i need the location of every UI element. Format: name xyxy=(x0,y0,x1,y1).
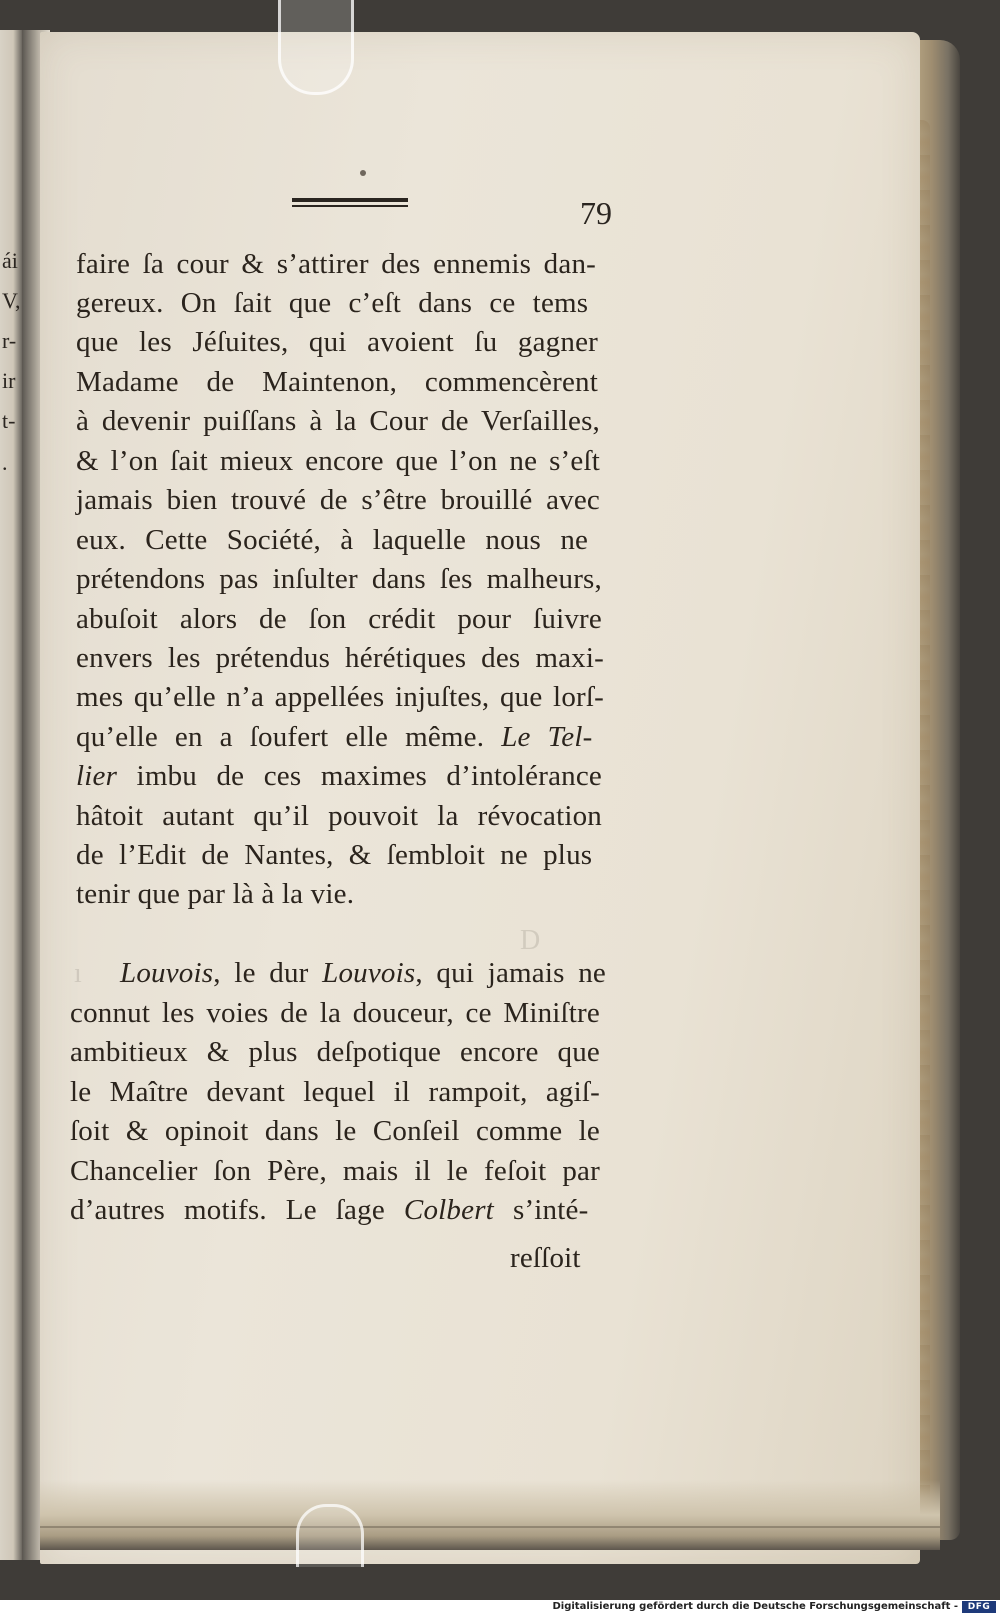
text-line xyxy=(76,563,602,596)
text-line xyxy=(76,366,598,399)
text-run: de l’Edit de Nantes, & ſembloit ne plus xyxy=(76,839,593,871)
facing-page-fragment: V, xyxy=(2,288,21,313)
text-run: tenir que par là à la vie. xyxy=(76,878,355,910)
text-run: jamais bien trouvé de s’être brouillé avec xyxy=(76,484,600,516)
text-run: faire ſa cour & s’attirer des ennemis dan- xyxy=(76,248,596,280)
text-line xyxy=(70,1155,600,1188)
text-line xyxy=(70,1036,600,1069)
page-edge-bottom xyxy=(40,1480,940,1550)
header-rule xyxy=(292,198,408,210)
digitization-credit: Digitalisierung gefördert durch die Deutsche Forschungsgemeinschaft - xyxy=(552,1601,958,1612)
text-line xyxy=(76,445,600,478)
italic-text: Louvois xyxy=(322,957,416,989)
bleed-through-text: D xyxy=(520,925,541,956)
facing-page-fragment: . xyxy=(2,450,8,475)
italic-text: Louvois xyxy=(120,957,214,989)
text-run: Madame de Maintenon, commencèrent xyxy=(76,366,598,398)
text-run: s’inté- xyxy=(493,1194,589,1226)
paper-clip-top xyxy=(278,0,354,95)
text-run: imbu de ces maximes d’intolérance xyxy=(117,760,602,792)
facing-page-fragment: ái xyxy=(2,248,18,273)
text-run: d’autres motifs. Le ſage xyxy=(70,1194,404,1226)
text-run: ambitieux & plus deſpotique encore que xyxy=(70,1036,600,1068)
text-run: connut les voies de la douceur, ce Miniſtre xyxy=(70,997,600,1029)
facing-page-edge xyxy=(0,30,22,1560)
text-run: ſoit & opinoit dans le Conſeil comme le xyxy=(70,1115,600,1147)
paper-clip-bottom xyxy=(296,1504,364,1567)
text-run: le Maître devant lequel il rampoit, agiſ- xyxy=(70,1076,600,1108)
italic-text: Colbert xyxy=(403,1194,494,1226)
text-line xyxy=(76,524,588,557)
text-line xyxy=(76,484,600,517)
text-line xyxy=(70,1076,600,1109)
italic-text: Le Tel- xyxy=(501,721,593,753)
facing-page-fragment: r- xyxy=(2,328,17,353)
page-number: 79 xyxy=(580,195,612,231)
text-run: , le dur xyxy=(213,957,323,989)
facing-page-fragment: ir xyxy=(2,368,16,393)
text-line xyxy=(76,721,592,754)
text-line xyxy=(76,248,596,281)
text-run: à devenir puiſſans à la Cour de Verſailles, xyxy=(76,405,600,437)
text-run: mes qu’elle n’a appellées injuſtes, que lorſ- xyxy=(76,681,604,713)
italic-text: lier xyxy=(76,760,118,792)
text-line xyxy=(76,878,354,911)
text-line xyxy=(70,1115,600,1148)
facing-page-fragment: t- xyxy=(2,408,16,433)
text-line xyxy=(70,1194,588,1227)
text-line xyxy=(76,681,604,714)
text-line xyxy=(76,405,600,438)
text-run: qu’elle en a ſoufert elle même. xyxy=(76,721,502,753)
text-line xyxy=(76,642,604,675)
text-run: Chancelier ſon Père, mais il le feſoit par xyxy=(70,1155,600,1187)
text-line xyxy=(76,800,602,833)
text-line xyxy=(76,326,598,359)
text-line xyxy=(76,287,588,320)
text-run: envers les prétendus hérétiques des maxi- xyxy=(76,642,604,674)
text-line xyxy=(76,603,602,636)
dfg-logo: DFG xyxy=(962,1601,996,1613)
text-line xyxy=(70,997,600,1030)
text-run: que les Jéſuites, qui avoient ſu gagner xyxy=(76,326,598,358)
header-ornament-dot xyxy=(360,170,366,176)
text-line xyxy=(120,957,606,990)
text-line xyxy=(76,760,602,793)
text-line xyxy=(76,839,592,872)
page-bottom-line xyxy=(40,1526,940,1528)
text-run: hâtoit autant qu’il pouvoit la révocation xyxy=(76,800,602,832)
text-run: & l’on ſait mieux encore que l’on ne s’eſt xyxy=(76,445,600,477)
bleed-through-text: ı xyxy=(74,958,82,989)
text-run: prétendons pas inſulter dans ſes malheurs, xyxy=(76,563,602,595)
catchword: reſſoit xyxy=(510,1242,581,1274)
text-run: gereux. On ſait que c’eſt dans ce tems xyxy=(76,287,589,319)
text-run: abuſoit alors de ſon crédit pour ſuivre xyxy=(76,603,602,635)
text-run: , qui jamais ne xyxy=(415,957,606,989)
text-run: eux. Cette Société, à laquelle nous ne xyxy=(76,524,589,556)
